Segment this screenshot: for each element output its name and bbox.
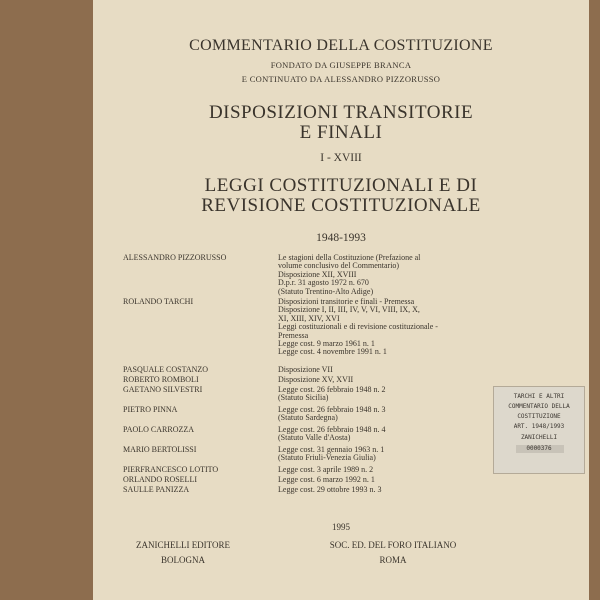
contributor-author: ROLANDO TARCHI: [123, 297, 194, 306]
label-line: 0000376: [526, 445, 552, 452]
contributor-sections: [278, 426, 470, 443]
section-line: (Statuto Trentino-Alto Adige): [278, 286, 374, 296]
section-line: Le stagioni della Costituzione (Prefazione al: [278, 253, 421, 262]
volume-title-line-2: E FINALI: [299, 122, 383, 143]
section-line: Legge cost. 9 marzo 1961 n. 1: [278, 339, 375, 349]
publisher-left: [118, 538, 248, 568]
section-line: Legge cost. 26 febbraio 1948 n. 2: [278, 385, 386, 394]
contributor-sections: [278, 376, 470, 384]
label-line: COSTITUZIONE: [517, 413, 561, 420]
section-line: (Statuto Sicilia): [278, 393, 329, 403]
section-line: Disposizioni transitorie e finali - Premessa: [278, 297, 415, 306]
section-line: Legge cost. 31 gennaio 1963 n. 1: [278, 445, 385, 454]
volume-subtitle-line-1: LEGGI COSTITUZIONALI E DI: [204, 175, 478, 196]
founder-line: FONDATO DA GIUSEPPE BRANCA: [270, 60, 412, 70]
contributor-sections: [278, 446, 470, 463]
contributor-sections: [278, 386, 470, 403]
publication-year: 1995: [332, 522, 350, 532]
section-line: Legge cost. 6 marzo 1992 n. 1: [278, 475, 375, 484]
section-line: (Statuto Friuli-Venezia Giulia): [278, 453, 376, 463]
section-line: (Statuto Valle d'Aosta): [278, 433, 351, 443]
continuator-line: E CONTINUATO DA ALESSANDRO PIZZORUSSO: [241, 74, 441, 84]
volume-range: I - XVIII: [320, 152, 362, 164]
library-label: [493, 386, 585, 474]
volume-years: 1948-1993: [316, 232, 366, 244]
label-line: TARCHI E ALTRI: [513, 393, 565, 400]
label-line: ZANICHELLI: [520, 434, 558, 441]
section-line: (Statuto Sardegna): [278, 413, 338, 423]
contributor-author: PIERFRANCESCO LOTITO: [123, 465, 219, 474]
contributor-author: PAOLO CARROZZA: [123, 425, 195, 434]
section-line: Leggi costituzionali e di revisione costituzionale -: [278, 322, 438, 332]
section-line: Legge cost. 4 novembre 1991 n. 1: [278, 347, 387, 357]
section-line: volume conclusivo del Commentario): [278, 261, 400, 271]
section-line: Legge cost. 26 febbraio 1948 n. 3: [278, 405, 386, 414]
volume-subtitle-line-2: REVISIONE COSTITUZIONALE: [201, 195, 481, 216]
section-line: Disposizione I, II, III, IV, V, VI, VIII, IX, X,: [278, 305, 420, 315]
label-line: COMMENTARIO DELLA: [508, 403, 570, 410]
contributor-author: ROBERTO ROMBOLI: [123, 375, 199, 384]
contributor-sections: [278, 476, 470, 484]
publisher-right-name: SOC. ED. DEL FORO ITALIANO: [329, 540, 457, 550]
publisher-left-name: ZANICHELLI EDITORE: [135, 540, 231, 550]
publisher-left-city: BOLOGNA: [161, 555, 205, 565]
contributor-author: PIETRO PINNA: [123, 405, 178, 414]
contributor-author: ORLANDO ROSELLI: [123, 475, 197, 484]
section-line: Disposizione XV, XVII: [278, 375, 354, 384]
contributor-sections: [278, 254, 470, 296]
series-title: COMMENTARIO DELLA COSTITUZIONE: [189, 37, 493, 54]
section-line: Premessa: [278, 330, 309, 340]
contributor-sections: [278, 366, 470, 374]
publisher-right-city: ROMA: [379, 555, 407, 565]
publisher-right: [303, 538, 483, 568]
section-line: Legge cost. 26 febbraio 1948 n. 4: [278, 425, 386, 434]
contributor-sections: [278, 466, 470, 474]
section-line: Legge cost. 29 ottobre 1993 n. 3: [278, 485, 382, 494]
section-line: Legge cost. 3 aprile 1989 n. 2: [278, 465, 374, 474]
title-page: [93, 0, 589, 600]
contributor-author: ALESSANDRO PIZZORUSSO: [123, 253, 227, 262]
label-line: ART. 1948/1993: [513, 423, 565, 430]
contributor-sections: [278, 298, 470, 357]
volume-title: [93, 103, 589, 143]
section-line: Disposizione VII: [278, 365, 333, 374]
section-line: D.p.r. 31 agosto 1972 n. 670: [278, 278, 369, 288]
contributor-sections: [278, 486, 470, 494]
contributor-author: PASQUALE COSTANZO: [123, 365, 209, 374]
section-line: Disposizione XII, XVIII: [278, 269, 357, 279]
section-line: XI, XIII, XIV, XVI: [278, 313, 340, 323]
volume-subtitle: [93, 176, 589, 216]
contributor-author: GAETANO SILVESTRI: [123, 385, 203, 394]
contributor-author: MARIO BERTOLISSI: [123, 445, 197, 454]
contributor-author: SAULLE PANIZZA: [123, 485, 190, 494]
contributor-sections: [278, 406, 470, 423]
volume-title-line-1: DISPOSIZIONI TRANSITORIE: [208, 102, 474, 123]
